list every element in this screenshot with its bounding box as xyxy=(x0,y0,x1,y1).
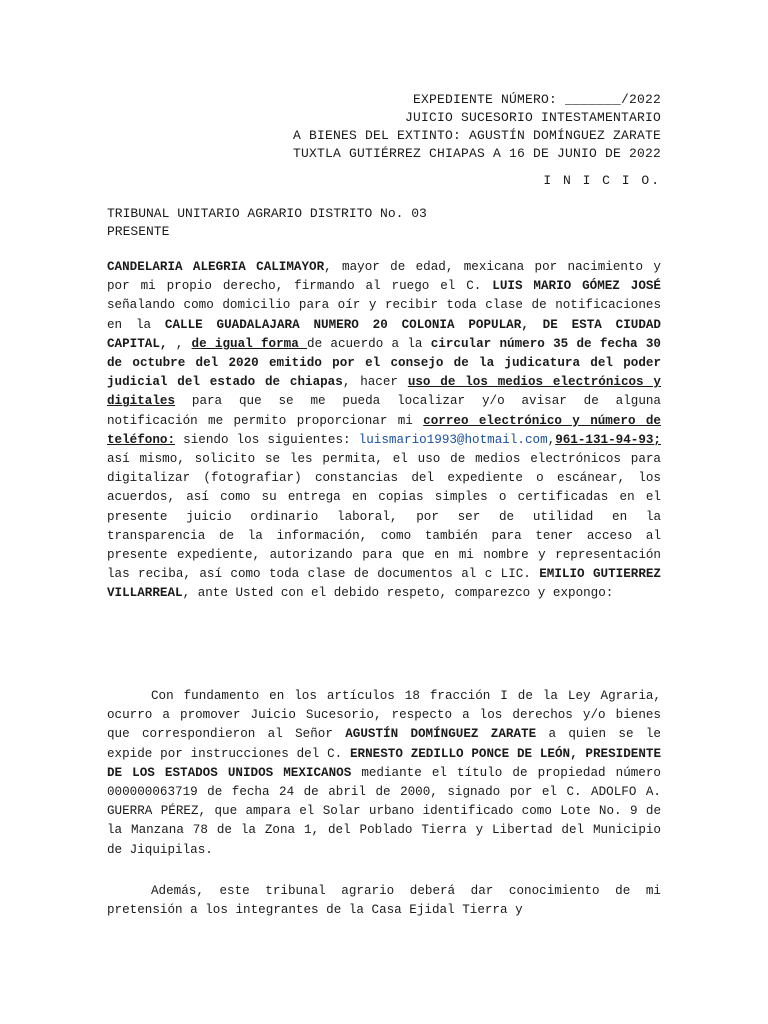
president-name: ERNESTO ZEDILLO PONCE DE LEÓN, PRESIDENTE DE LOS ESTADOS UNIDOS MEXICANOS xyxy=(107,746,662,780)
text-span: Además, este tribunal agrario deberá dar conocimiento de mi pretensión a los integrantes de la Casa Ejidal Tierra y xyxy=(107,884,661,918)
address: CALLE GUADALAJARA NUMERO 20 COLONIA POPULAR, DE ESTA CIUDAD CAPITAL, xyxy=(107,317,661,351)
deceased-line: A BIENES DEL EXTINTO: AGUSTÍN DOMÍNGUEZ ZARATE xyxy=(292,128,661,143)
inicio-heading: I N I C I O. xyxy=(543,173,661,188)
addressee-tribunal: TRIBUNAL UNITARIO AGRARIO DISTRITO No. 03 xyxy=(107,206,427,221)
text-span: , hacer xyxy=(342,375,408,390)
paragraph-petitioner xyxy=(107,258,661,604)
case-number-line: EXPEDIENTE NÚMERO: _______/2022 xyxy=(412,92,661,107)
text-span: a quien se le expide por instrucciones del C. xyxy=(107,727,661,761)
text-span: de acuerdo a la xyxy=(307,336,431,351)
text-span: Con fundamento en los artículos 18 fracción I de la Ley Agraria, ocurro a promover Juicio Sucesorio, respecto a los derechos y/o bienes que correspondieron al Señor xyxy=(107,689,661,742)
text-span: mediante el título de propiedad número 000000063719 de fecha 24 de abril de 2000, signado por el C. ADOLFO A. GUERRA PÉREZ, que ampara el Solar urbano identificado como Lote No. 9 de la Manzana 78 de la Zona 1, del Poblado Tierra y Libertad del Municipio de Jiquipilas. xyxy=(107,765,661,857)
text-span: , xyxy=(547,432,556,447)
de-igual-forma: de igual forma xyxy=(191,336,308,351)
paragraph-ademas xyxy=(107,882,661,920)
attorney-name: EMILIO GUTIERREZ VILLARREAL xyxy=(107,567,661,601)
email-link[interactable]: luismario1993@hotmail.com xyxy=(358,432,548,447)
text-span: para que se me pueda localizar y/o avisar de alguna notificación me permito proporcionar mi xyxy=(107,394,661,428)
circular-reference: circular número 35 de fecha 30 de octubre del 2020 emitido por el consejo de la judicatura del poder judicial del estado de chiapas xyxy=(107,336,661,390)
phone-number: 961-131-94-93; xyxy=(555,432,661,447)
contact-label: correo electrónico y número de teléfono: xyxy=(107,413,661,447)
text-span: , mayor de edad, mexicana por nacimiento y por mi propio derecho, firmando al ruego el C. xyxy=(107,260,661,294)
electronic-means: uso de los medios electrónicos y digitales xyxy=(107,375,661,409)
text-span: así mismo, solicito se les permita, el uso de medios electrónicos para digitalizar (fotografiar) constancias del expediente o escánear, los acuerdos, así como su entrega en copias simples o certificadas en el presente juicio ordinario laboral, por ser de utilidad en la transparencia de la información, como también para tener acceso al presente expediente, autorizando para que en mi nombre y representación las reciba, así como toda clase de documentos al c LIC. xyxy=(107,452,661,582)
trial-type-line: JUICIO SUCESORIO INTESTAMENTARIO xyxy=(404,110,661,125)
paragraph-legal-basis xyxy=(107,687,661,860)
deceased-name: AGUSTÍN DOMÍNGUEZ ZARATE xyxy=(345,727,537,742)
text-span: , ante Usted con el debido respeto, comparezco y expongo: xyxy=(182,586,614,601)
text-span: , xyxy=(167,336,192,351)
addressee-presente: PRESENTE xyxy=(107,224,170,239)
place-date-line: TUXTLA GUTIÉRREZ CHIAPAS A 16 DE JUNIO DE 2022 xyxy=(292,146,661,161)
petitioner-name: CANDELARIA ALEGRIA CALIMAYOR xyxy=(107,260,325,274)
signer-name: LUIS MARIO GÓMEZ JOSÉ xyxy=(492,279,661,294)
text-span: señalando como domicilio para oír y recibir toda clase de notificaciones en la xyxy=(107,298,661,332)
text-span: siendo los siguientes: xyxy=(175,432,359,447)
